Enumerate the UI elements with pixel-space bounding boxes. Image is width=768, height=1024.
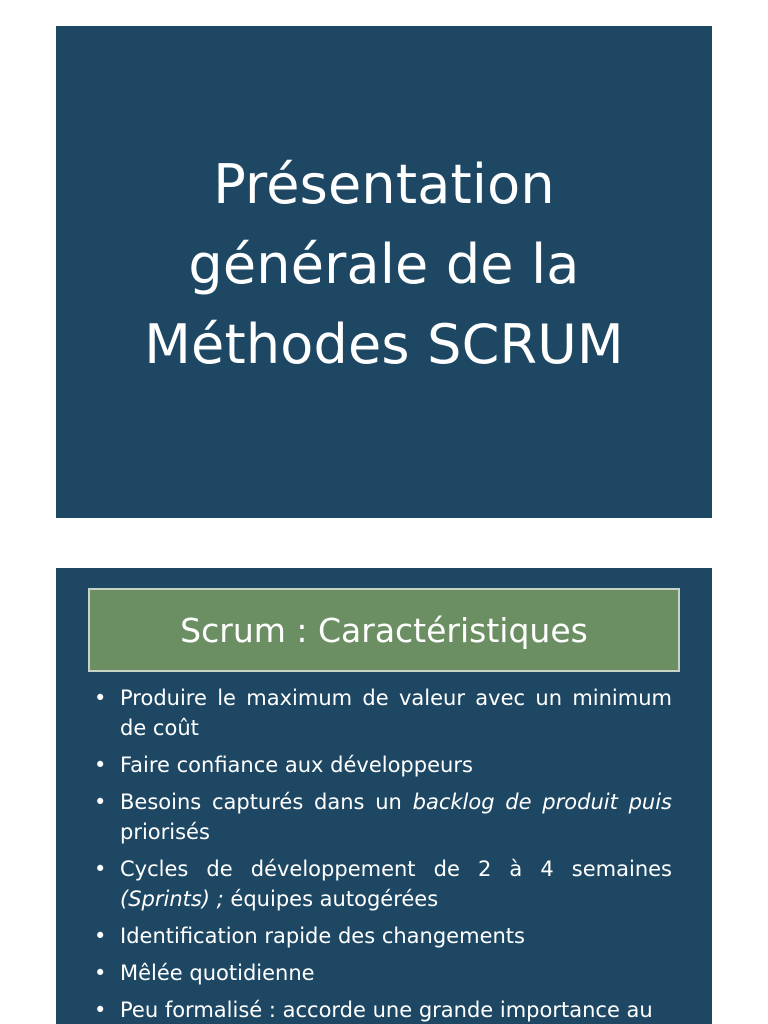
bullet-text: Produire le maximum de valeur avec un minimum de coût xyxy=(120,686,672,740)
title-line-3: Méthodes SCRUM xyxy=(144,313,624,376)
bullet-text-italic: (Sprints) ; xyxy=(120,887,224,911)
title-slide xyxy=(56,26,712,518)
bullet-text-italic: backlog de produit puis xyxy=(412,790,672,814)
bullet-icon: • xyxy=(94,924,107,948)
bullet-item xyxy=(92,750,672,780)
bullet-text-end: priorisés xyxy=(120,820,210,844)
characteristics-slide xyxy=(56,568,712,1024)
bullet-text-start: Cycles de développement de 2 à 4 semaines xyxy=(120,857,672,881)
title-line-2: générale de la xyxy=(188,233,580,296)
bullet-item xyxy=(92,958,672,988)
bullet-icon: • xyxy=(94,857,107,881)
bullet-item xyxy=(92,787,672,847)
bullet-icon: • xyxy=(94,753,107,777)
bullet-text: Identification rapide des changements xyxy=(120,924,525,948)
bullet-text: Mêlée quotidienne xyxy=(120,961,315,985)
title-line-1: Présentation xyxy=(213,153,555,216)
bullet-list xyxy=(92,683,672,1024)
bullet-text-start: Besoins capturés dans un xyxy=(120,790,413,814)
bullet-item xyxy=(92,683,672,743)
bullet-icon: • xyxy=(94,998,107,1022)
bullet-item xyxy=(92,921,672,951)
bullet-text-end: équipes autogérées xyxy=(223,887,439,911)
slide-header-text: Scrum : Caractéristiques xyxy=(180,610,588,650)
bullet-icon: • xyxy=(94,790,107,814)
bullet-text: Peu formalisé : accorde une grande importance au xyxy=(120,998,653,1022)
slide-header xyxy=(88,588,680,672)
bullet-icon: • xyxy=(94,961,107,985)
bullet-item xyxy=(92,854,672,914)
bullet-item xyxy=(92,995,672,1024)
bullet-text: Faire confiance aux développeurs xyxy=(120,753,473,777)
slide-title xyxy=(144,145,623,385)
bullet-icon: • xyxy=(94,686,107,710)
